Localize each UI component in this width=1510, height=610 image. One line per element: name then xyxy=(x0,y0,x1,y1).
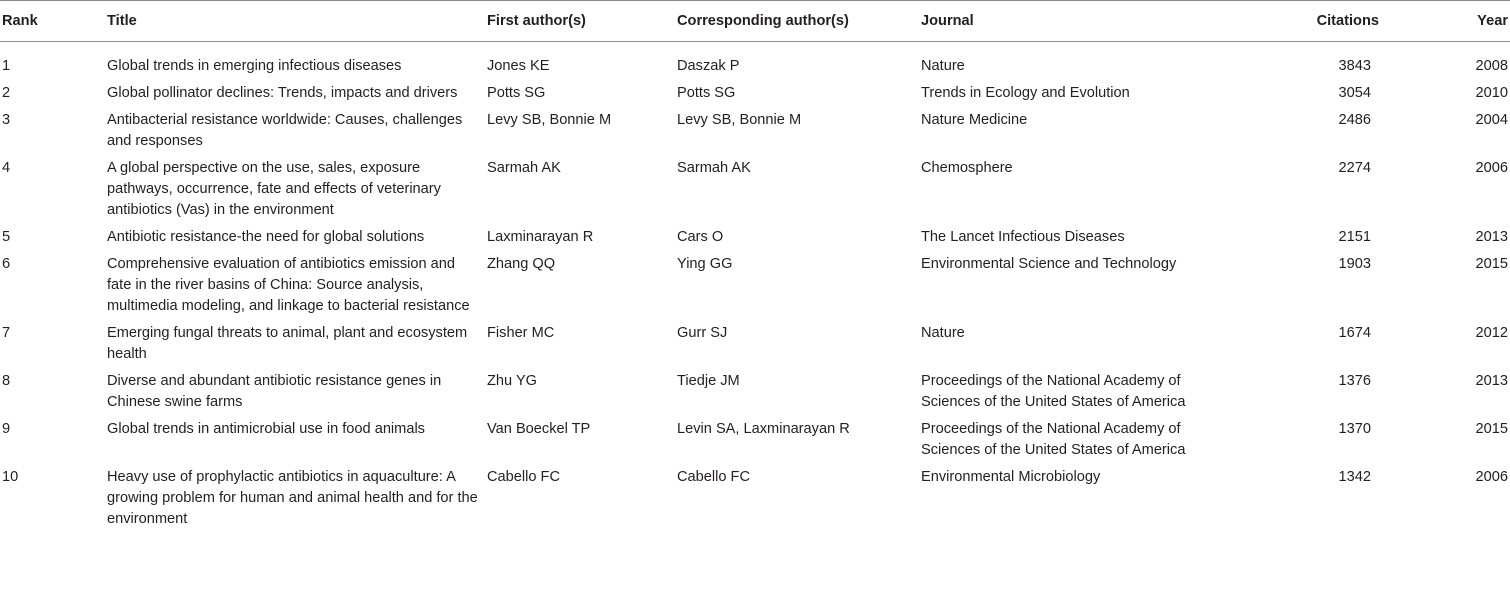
cell-first-authors: Cabello FC xyxy=(487,469,560,485)
cell-title: Antibiotic resistance-the need for global solutions xyxy=(107,229,425,245)
cell-corresponding-authors: Tiedje JM xyxy=(677,373,740,389)
cell-title: A global perspective on the use, sales, exposure pathways, occurrence, fate and effects of veterinary antibiotics (Vas) in the environment xyxy=(107,160,441,218)
cell-year: 2010 xyxy=(1475,85,1508,101)
cell-first-authors: Potts SG xyxy=(487,85,546,101)
table-body xyxy=(0,42,1510,537)
header-year: Year xyxy=(1383,1,1510,42)
table-row xyxy=(0,42,1510,84)
cell-journal: Proceedings of the National Academy of Sciences of the United States of America xyxy=(921,421,1186,458)
cell-first-authors: Fisher MC xyxy=(487,325,555,341)
table-row xyxy=(0,254,1510,323)
cell-citations: 1376 xyxy=(1338,373,1371,389)
cell-journal: The Lancet Infectious Diseases xyxy=(921,229,1125,245)
cell-journal: Trends in Ecology and Evolution xyxy=(921,85,1130,101)
cell-rank: 10 xyxy=(2,469,19,485)
cell-journal: Environmental Microbiology xyxy=(921,469,1101,485)
cell-citations: 2151 xyxy=(1338,229,1371,245)
cell-rank: 3 xyxy=(2,112,11,128)
cell-corresponding-authors: Cars O xyxy=(677,229,724,245)
cell-title: Global pollinator declines: Trends, impacts and drivers xyxy=(107,85,458,101)
cell-first-authors: Levy SB, Bonnie M xyxy=(487,112,612,128)
cell-first-authors: Zhang QQ xyxy=(487,256,556,272)
cell-first-authors: Van Boeckel TP xyxy=(487,421,591,437)
cell-rank: 2 xyxy=(2,85,11,101)
cell-citations: 3054 xyxy=(1338,85,1371,101)
cell-first-authors: Jones KE xyxy=(487,58,550,74)
cell-citations: 2274 xyxy=(1338,160,1371,176)
cell-rank: 8 xyxy=(2,373,11,389)
cell-journal: Chemosphere xyxy=(921,160,1013,176)
cell-citations: 1342 xyxy=(1338,469,1371,485)
cell-rank: 7 xyxy=(2,325,11,341)
cell-year: 2008 xyxy=(1475,58,1508,74)
header-citations: Citations xyxy=(1242,1,1383,42)
cell-journal: Nature xyxy=(921,58,965,74)
cell-citations: 2486 xyxy=(1338,112,1371,128)
header-journal: Journal xyxy=(917,1,1242,42)
cell-journal: Environmental Science and Technology xyxy=(921,256,1177,272)
cell-rank: 5 xyxy=(2,229,11,245)
cell-journal: Nature xyxy=(921,325,965,341)
cell-year: 2015 xyxy=(1475,256,1508,272)
cell-year: 2012 xyxy=(1475,325,1508,341)
cell-corresponding-authors: Levy SB, Bonnie M xyxy=(677,112,802,128)
cell-first-authors: Zhu YG xyxy=(487,373,538,389)
table-row xyxy=(0,110,1510,158)
cell-title: Global trends in emerging infectious diseases xyxy=(107,58,402,74)
table-header xyxy=(0,1,1510,42)
header-corresponding-authors: Corresponding author(s) xyxy=(673,1,917,42)
cell-citations: 1903 xyxy=(1338,256,1371,272)
cell-corresponding-authors: Levin SA, Laxminarayan R xyxy=(677,421,850,437)
cell-corresponding-authors: Gurr SJ xyxy=(677,325,728,341)
table-row xyxy=(0,323,1510,371)
table-row xyxy=(0,467,1510,536)
cell-corresponding-authors: Sarmah AK xyxy=(677,160,751,176)
cell-first-authors: Sarmah AK xyxy=(487,160,561,176)
table-row xyxy=(0,83,1510,110)
cell-rank: 9 xyxy=(2,421,11,437)
cell-year: 2006 xyxy=(1475,469,1508,485)
cell-first-authors: Laxminarayan R xyxy=(487,229,594,245)
cell-title: Heavy use of prophylactic antibiotics in aquaculture: A growing problem for human and animal health and for the environment xyxy=(107,469,478,527)
cell-journal: Proceedings of the National Academy of Sciences of the United States of America xyxy=(921,373,1186,410)
cell-rank: 4 xyxy=(2,160,11,176)
header-row xyxy=(0,1,1510,42)
cell-corresponding-authors: Cabello FC xyxy=(677,469,750,485)
cell-rank: 1 xyxy=(2,58,11,74)
cell-rank: 6 xyxy=(2,256,11,272)
cell-title: Antibacterial resistance worldwide: Causes, challenges and responses xyxy=(107,112,463,149)
header-rank: Rank xyxy=(0,1,103,42)
cell-year: 2015 xyxy=(1475,421,1508,437)
header-title: Title xyxy=(103,1,483,42)
cell-title: Emerging fungal threats to animal, plant and ecosystem health xyxy=(107,325,468,362)
table-row xyxy=(0,419,1510,467)
cell-corresponding-authors: Daszak P xyxy=(677,58,740,74)
table-row xyxy=(0,371,1510,419)
cell-citations: 1674 xyxy=(1338,325,1371,341)
cell-corresponding-authors: Ying GG xyxy=(677,256,733,272)
cell-title: Comprehensive evaluation of antibiotics emission and fate in the river basins of China: Source analysis, multimedia modeling, and linkage to bacterial resistance xyxy=(107,256,470,314)
cell-title: Diverse and abundant antibiotic resistance genes in Chinese swine farms xyxy=(107,373,442,410)
table-row xyxy=(0,227,1510,254)
cell-year: 2006 xyxy=(1475,160,1508,176)
cell-citations: 1370 xyxy=(1338,421,1371,437)
cell-title: Global trends in antimicrobial use in food animals xyxy=(107,421,425,437)
header-first-authors: First author(s) xyxy=(483,1,673,42)
cell-journal: Nature Medicine xyxy=(921,112,1028,128)
cell-citations: 3843 xyxy=(1338,58,1371,74)
cell-year: 2013 xyxy=(1475,373,1508,389)
table-row xyxy=(0,158,1510,227)
cell-year: 2004 xyxy=(1475,112,1508,128)
cell-corresponding-authors: Potts SG xyxy=(677,85,736,101)
cell-year: 2013 xyxy=(1475,229,1508,245)
